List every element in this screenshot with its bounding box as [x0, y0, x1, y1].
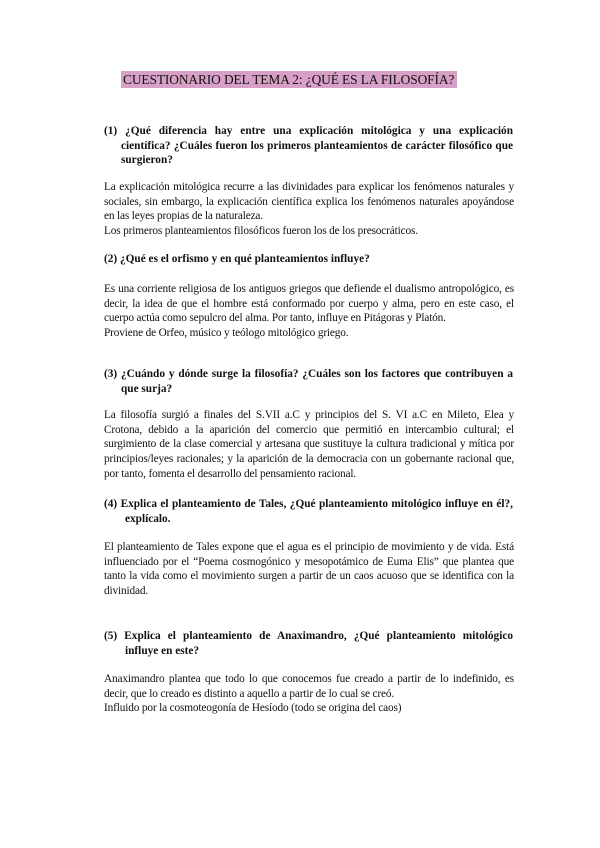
answer-3: [104, 408, 514, 482]
answer-5: [104, 672, 514, 716]
answer-2-paragraph-1: Es una corriente religiosa de los antiguos griegos que defiende el dualismo antropológico, es decir, la idea de que el hombre está conformado por cuerpo y alma, pero en este caso, el cuerpo actúa como sepulcro del alma. Por tanto, influye en Pitágoras y Platón.: [104, 283, 514, 325]
answer-1: [104, 180, 514, 239]
question-5: (5) Explica el planteamiento de Anaximandro, ¿Qué planteamiento mitológico influye en este?: [104, 630, 513, 657]
question-1: (1) ¿Qué diferencia hay entre una explicación mitológica y una explicación científica? ¿Cuáles fueron los primeros planteamientos de carácter filosófico que surgieron?: [104, 125, 513, 167]
answer-2: [104, 282, 514, 341]
answer-4: [104, 540, 514, 599]
answer-1-paragraph-1: La explicación mitológica recurre a las divinidades para explicar los fenómenos naturales y sociales, sin embargo, la explicación científica explica los fenómenos naturales apoyándose en las leyes propias de la naturaleza.: [104, 181, 514, 223]
answer-1-paragraph-2: Los primeros planteamientos filosóficos fueron los de los presocráticos.: [104, 225, 418, 238]
answer-5-paragraph-1: Anaximandro plantea que todo lo que conocemos fue creado a partir de lo indefinido, es decir, que lo creado es distinto a aquello a partir de lo cual se creó.: [104, 673, 514, 700]
answer-2-paragraph-2: Proviene de Orfeo, músico y teólogo mitológico griego.: [104, 327, 349, 340]
question-3: (3) ¿Cuándo y dónde surge la filosofía? ¿Cuáles son los factores que contribuyen a que surja?: [104, 368, 513, 395]
question-4: (4) Explica el planteamiento de Tales, ¿Qué planteamiento mitológico influye en él?, explícalo.: [104, 498, 513, 525]
question-2: (2) ¿Qué es el orfismo y en qué planteamientos influye?: [104, 253, 370, 265]
answer-5-paragraph-2: Influido por la cosmoteogonía de Hesíodo (todo se origina del caos): [104, 702, 402, 715]
page-title: CUESTIONARIO DEL TEMA 2: ¿QUÉ ES LA FILOSOFÍA?: [121, 71, 457, 88]
answer-3-paragraph-1: La filosofía surgió a finales del S.VII a.C y principios del S. VI a.C en Mileto, Elea y Crotona, debido a la aparición del comercio que permitió en intercambio cultural; el surgimiento de la clase comercial y artesana que sustituye la cultura tradicional y mítica por principios/leyes racionales; y la aparición de la democracia con un gobernante racional que, por tanto, fomenta el desarrollo del pensamiento racional.: [104, 409, 514, 480]
answer-4-paragraph-1: El planteamiento de Tales expone que el agua es el principio de movimiento y de vida. Está influenciado por el “Poema cosmogónico y mesopotámico de Euma Elis” que plantea que tanto la vida como el movimiento surgen a partir de un caos acuoso que se identifica con la divinidad.: [104, 541, 514, 598]
